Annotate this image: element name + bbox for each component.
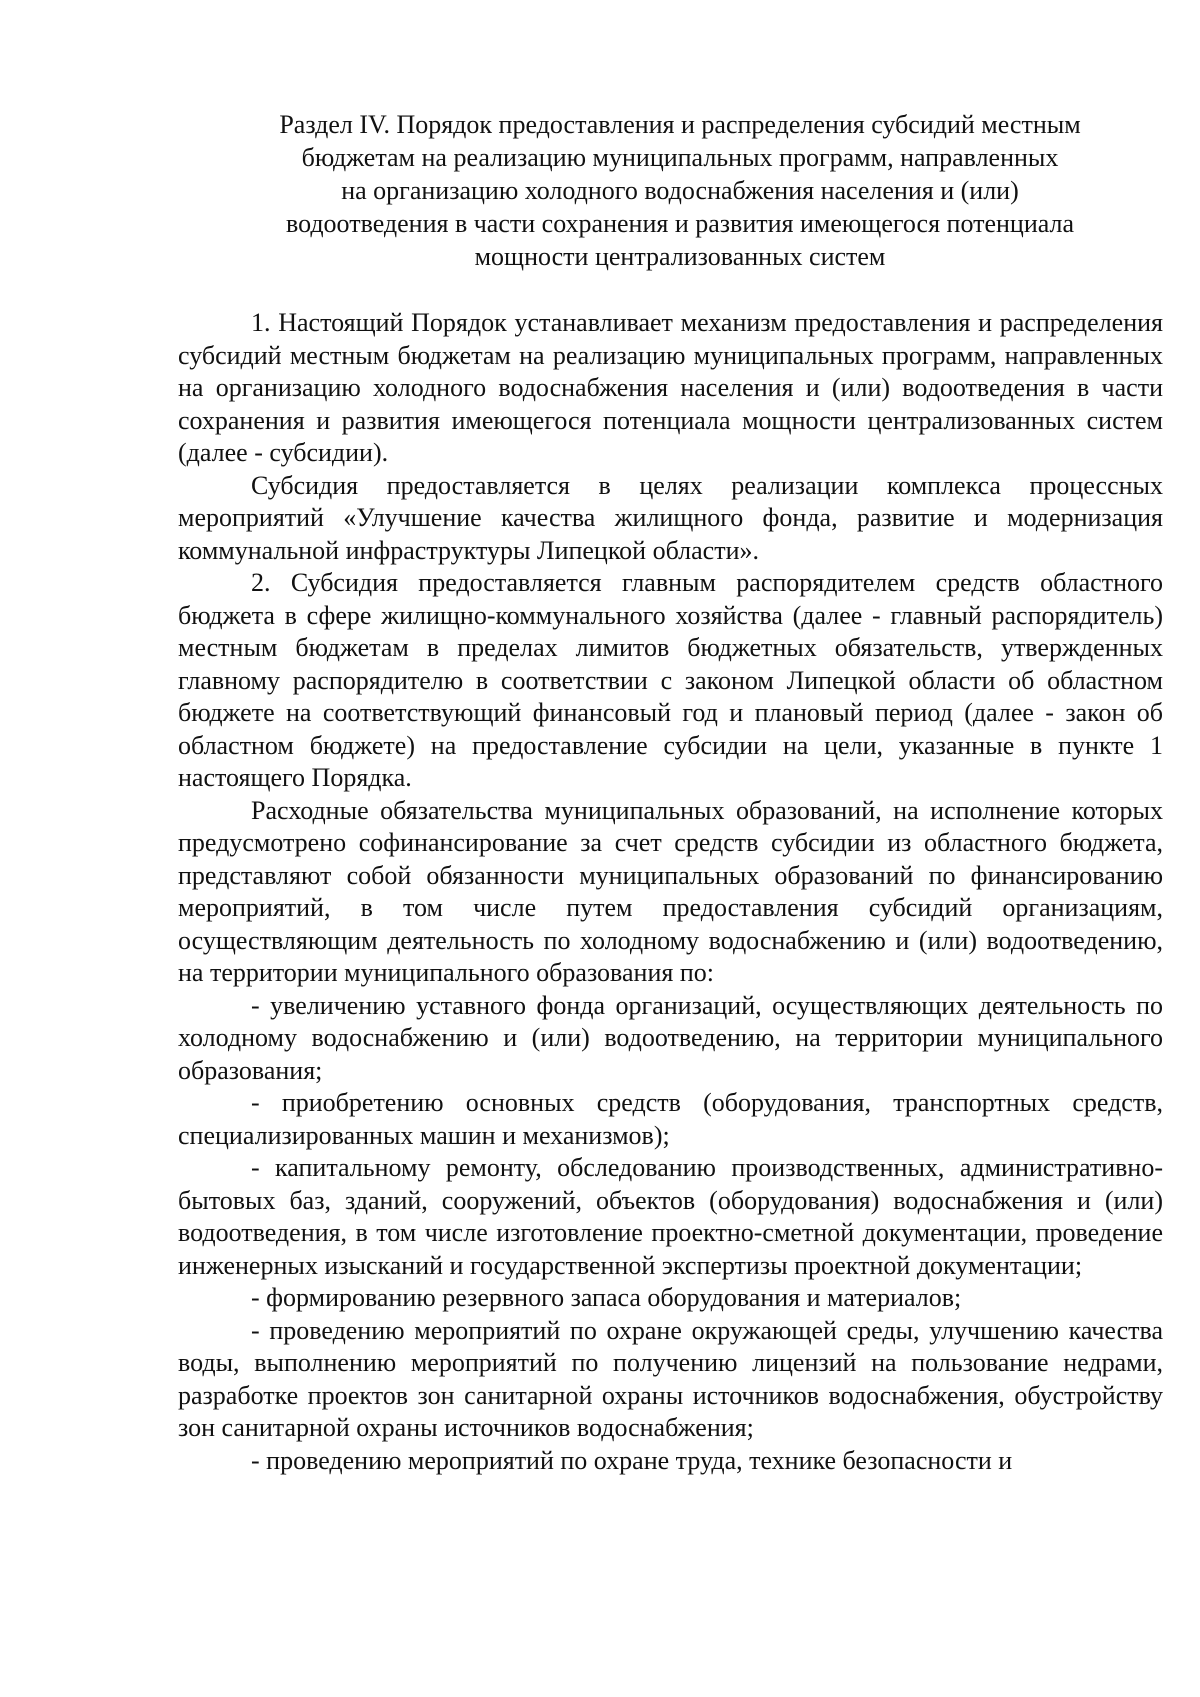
paragraph-2: 2. Субсидия предоставляется главным распорядителем средств областного бюджета в сфере жилищно-коммунального хозяйства (далее - главный распорядитель) местным бюджетам в пределах лимитов бюджетных обязательств, утвержденных главному распорядителю в соответствии с законом Липецкой области об областном бюджете на соответствующий финансовый год и плановый период (далее - закон об областном бюджете) на предоставление субсидии на цели, указанные в пункте 1 настоящего Порядка.	[178, 568, 1163, 792]
list-item-fixed-assets: - приобретению основных средств (оборудования, транспортных средств, специализированных машин и механизмов);	[178, 1088, 1163, 1150]
paragraph-subsidy-purpose: Субсидия предоставляется в целях реализации комплекса процессных мероприятий «Улучшение качества жилищного фонда, развитие и модернизация коммунальной инфраструктуры Липецкой области».	[178, 470, 1163, 565]
section-title-line: мощности централизованных систем	[474, 242, 886, 271]
list-item-labor-safety: - проведению мероприятий по охране труда, технике безопасности и	[251, 1445, 1013, 1475]
document-body	[178, 307, 1163, 1477]
section-title-line: на организацию холодного водоснабжения населения и (или)	[341, 176, 1019, 205]
section-title-line: бюджетам на реализацию муниципальных программ, направленных	[301, 143, 1059, 172]
list-item-charter-fund: - увеличению уставного фонда организаций, осуществляющих деятельность по холодному водоснабжению и (или) водоотведению, на территории муниципального образования;	[178, 990, 1163, 1085]
section-title	[200, 108, 1160, 273]
section-title-line: водоотведения в части сохранения и развития имеющегося потенциала	[285, 209, 1075, 238]
paragraph-1: 1. Настоящий Порядок устанавливает механизм предоставления и распределения субсидий местным бюджетам на реализацию муниципальных программ, направленных на организацию холодного водоснабжения населения и (или) водоотведения в части сохранения и развития имеющегося потенциала мощности централизованных систем (далее - субсидии).	[178, 308, 1163, 467]
paragraph-obligations: Расходные обязательства муниципальных образований, на исполнение которых предусмотрено софинансирование за счет средств субсидии из областного бюджета, представляют собой обязанности муниципальных образований по финансированию мероприятий, в том числе путем предоставления субсидий организациям, осуществляющим деятельность по холодному водоснабжению и (или) водоотведению, на территории муниципального образования по:	[178, 795, 1163, 987]
list-item-reserve-stock: - формированию резервного запаса оборудования и материалов;	[251, 1283, 962, 1312]
list-item-capital-repair: - капитальному ремонту, обследованию производственных, административно-бытовых баз, зданий, сооружений, объектов (оборудования) водоснабжения и (или) водоотведения, в том числе изготовление проектно-сметной документации, проведение инженерных изысканий и государственной экспертизы проектной документации;	[178, 1153, 1163, 1280]
list-item-environment: - проведению мероприятий по охране окружающей среды, улучшению качества воды, выполнению мероприятий по получению лицензий на пользование недрами, разработке проектов зон санитарной охраны источников водоснабжения, обустройству зон санитарной охраны источников водоснабжения;	[178, 1315, 1163, 1442]
section-title-line: Раздел IV. Порядок предоставления и распределения субсидий местным	[279, 110, 1081, 139]
